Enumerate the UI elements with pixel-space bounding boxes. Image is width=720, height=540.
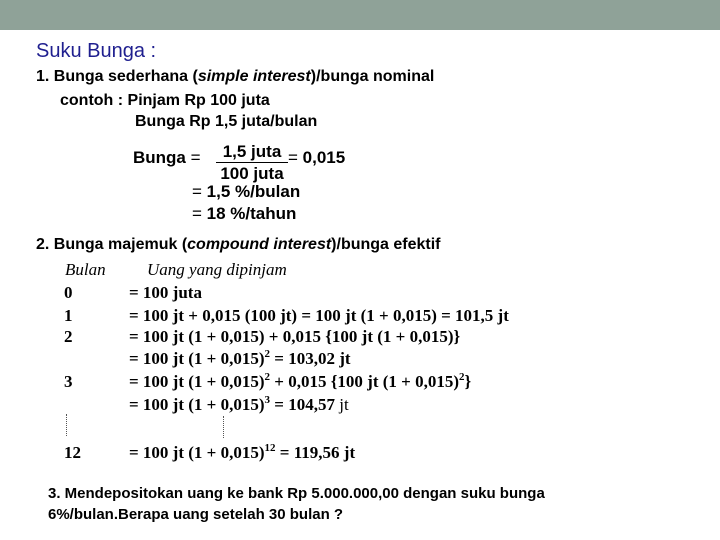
row-expression: = 100 jt $(1 + 0,015)^2 = 103,02$ jt xyxy=(129,348,351,368)
section1-heading: 1. Bunga sederhana (simple interest)/bunga nominal xyxy=(36,68,435,85)
row-month: 2 xyxy=(64,327,73,346)
row-expression: = 100 jt + 0,015 (100 jt) = 100 jt (1 + 0,015) = 101,5 jt xyxy=(129,306,509,325)
row-month: 3 xyxy=(64,372,73,391)
formula-result: = 0,015 xyxy=(288,148,346,167)
question-line-1: 3. Mendepositokan uang ke bank Rp 5.000.000,00 dengan suku bunga xyxy=(48,485,545,502)
column-money-header: Uang yang dipinjam xyxy=(147,260,287,279)
fraction xyxy=(216,142,288,183)
row-month: 12 xyxy=(64,443,81,462)
formula-monthly: = 1,5 %/bulan xyxy=(192,182,301,201)
row-month: 0 xyxy=(64,283,73,302)
row-month: 1 xyxy=(64,306,73,325)
slide-title: Suku Bunga : xyxy=(36,40,157,62)
row-expression: = 100 jt $(1 + 0,015)^2 + 0,015$ {100 jt $(1 + 0,015)^2$} xyxy=(129,371,472,391)
row-expression: = 100 jt $(1 + 0,015)^{12} = 119,56$ jt xyxy=(129,442,356,462)
ellipsis-dots-expression xyxy=(223,416,224,438)
section2-heading: 2. Bunga majemuk (compound interest)/bunga efektif xyxy=(36,236,441,253)
slide-top-bar xyxy=(0,0,720,30)
row-expression: = 100 jt $(1 + 0,015)^3 = 104,57$ jt xyxy=(129,394,349,414)
fraction-bar xyxy=(216,162,288,163)
formula-yearly: = 18 %/tahun xyxy=(192,204,297,223)
formula-lhs: Bunga = xyxy=(133,148,201,167)
column-month-header: Bulan xyxy=(65,260,106,279)
fraction-numerator: 1,5 juta xyxy=(222,142,282,161)
fraction-denominator: 100 juta xyxy=(220,164,284,183)
ellipsis-dots-month xyxy=(66,414,67,436)
question-line-2: 6%/bulan.Berapa uang setelah 30 bulan ? xyxy=(48,506,344,523)
row-expression: = 100 juta xyxy=(129,283,202,302)
example-interest: Bunga Rp 1,5 juta/bulan xyxy=(135,113,318,130)
example-loan: contoh : Pinjam Rp 100 juta xyxy=(60,92,270,109)
row-expression: = 100 jt (1 + 0,015) + 0,015 {100 jt (1 + 0,015)} xyxy=(129,327,461,346)
